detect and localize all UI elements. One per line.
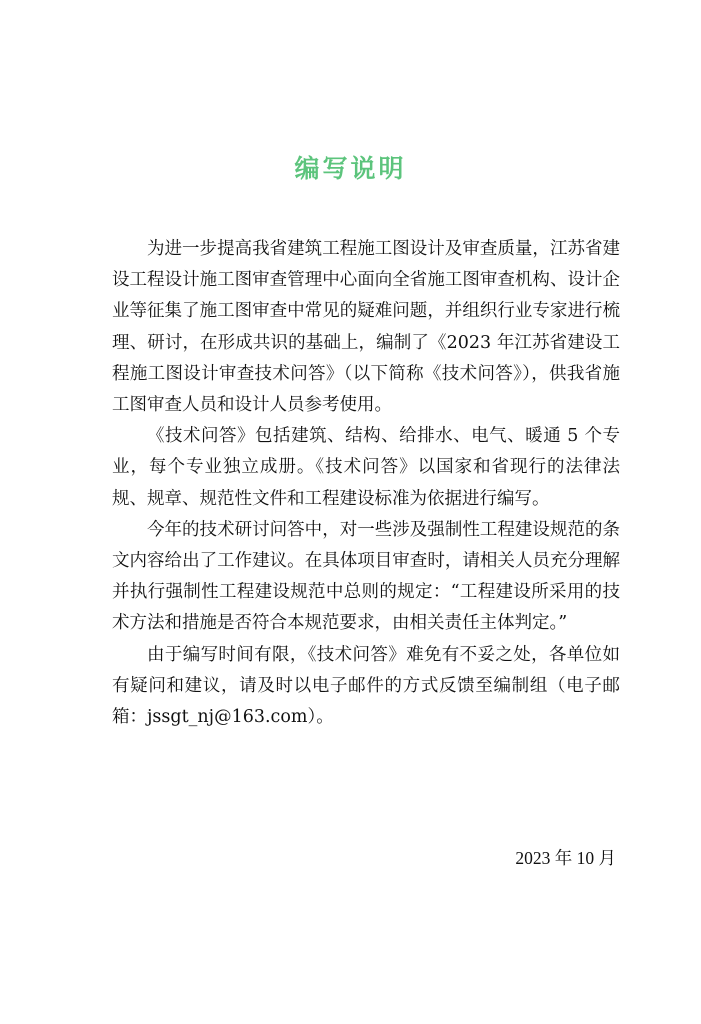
document-body [112, 234, 620, 733]
paragraph-purpose: 为进一步提高我省建筑工程施工图设计及审查质量，江苏省建设工程设计施工图审查管理中心面向全省施工图审查机构、设计企业等征集了施工图审查中常见的疑难问题，并组织行业专家进行梳理、研讨，在形成共识的基础上，编制了《2023 年江苏省建设工程施工图设计审查技术问答》（以下简称《技术问答》），供我省施工图审查人员和设计人员参考使用。 [112, 239, 620, 416]
document-date: 2023 年 10 月 [515, 848, 616, 868]
paragraph-scope: 《技术问答》包括建筑、结构、给排水、电气、暖通 5 个专业，每个专业独立成册。《技术问答》以国家和省现行的法律法规、规章、规范性文件和工程建设标准为依据进行编写。 [112, 426, 620, 509]
paragraph-feedback: 由于编写时间有限，《技术问答》难免有不妥之处，各单位如有疑问和建议，请及时以电子邮件的方式反馈至编制组（电子邮箱：jssgt_nj@163.com）。 [112, 644, 620, 728]
paragraph-mandatory-codes: 今年的技术研讨问答中，对一些涉及强制性工程建设规范的条文内容给出了工作建议。在具体项目审查时，请相关人员充分理解并执行强制性工程建设规范中总则的规定：“工程建设所采用的技术方法和措施是否符合本规范要求，由相关责任主体判定。” [112, 519, 620, 634]
page-title: 编写说明 [294, 154, 407, 183]
